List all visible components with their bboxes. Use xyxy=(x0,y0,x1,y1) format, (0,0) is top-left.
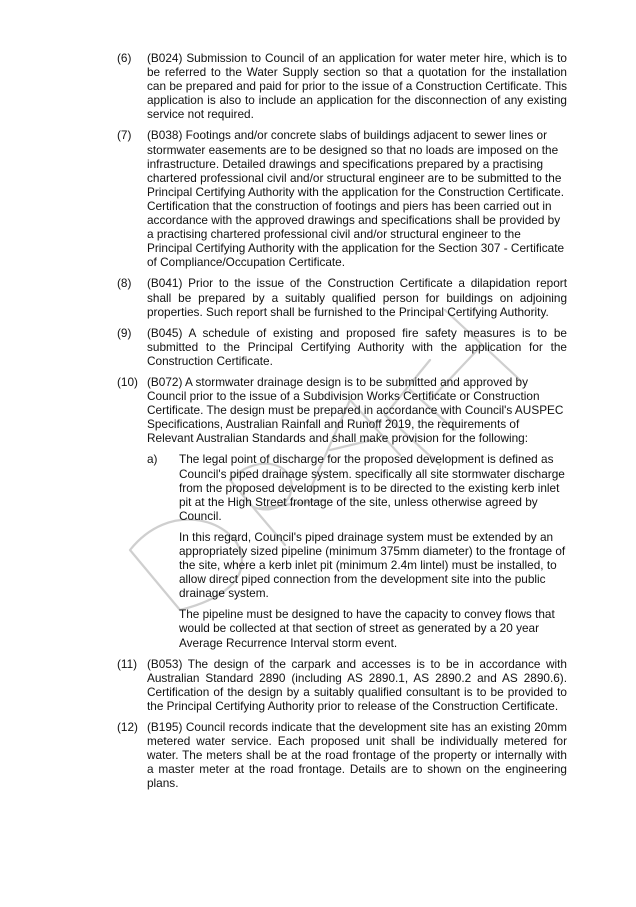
clause-text: (B045) A schedule of existing and proposed fire safety measures is to be submitted to the Principal Certifying Authority with the application for the Construction Certificate. xyxy=(147,325,567,368)
clause-number: (8) xyxy=(117,276,132,291)
clause-number: (11) xyxy=(117,656,138,671)
clause-8 xyxy=(117,276,567,318)
sub-clause-paragraph: The legal point of discharge for the proposed development is defined as Council's piped drainage system. specifically all site stormwater discharge from the proposed development is to be directed to the existing kerb inlet pit at the High Street frontage of the site, unless otherwise agreed by Council. xyxy=(179,452,565,523)
clause-11 xyxy=(117,657,567,713)
clause-number: (6) xyxy=(117,51,132,65)
clause-number: (7) xyxy=(117,128,132,143)
clause-7 xyxy=(117,128,567,269)
clause-6 xyxy=(117,51,567,121)
sub-clause-a xyxy=(147,452,567,649)
clause-text: (B072) A stormwater drainage design is to be submitted and approved by Council prior to the issue of a Subdivision Works Certificate or Construction Certificate. The design must be prepared in accordance with Council's AUSPEC Specifications, Australian Rainfall and Runoff 2019, the requirements of Relevant Australian Standards and shall make provision for the following: xyxy=(147,374,564,446)
clause-12 xyxy=(117,720,567,790)
clause-number: (10) xyxy=(117,374,138,389)
clause-text: (B053) The design of the carpark and accesses is to be in accordance with Australian Standard 2890 (including AS 2890.1, AS 2890.2 and AS 2890.6). Certification of the design by a suitably qualified consultant is to be provided to the Principal Certifying Authority prior to release of the Construction Certificate. xyxy=(147,656,567,713)
clause-text: (B195) Council records indicate that the development site has an existing 20mm metered water service. Each proposed unit shall be individually metered for water. The meters shall be at the road frontage of the property or internally with a master meter at the road frontage. Details are to shown on the engineering plans. xyxy=(147,720,567,791)
clause-number: (12) xyxy=(117,720,138,735)
sub-clause-paragraph: The pipeline must be designed to have the capacity to convey flows that would be collected at that section of street as generated by a 20 year Average Recurrence Interval storm event. xyxy=(179,607,555,650)
sub-clause-paragraph: In this regard, Council's piped drainage system must be extended by an appropriately sized pipeline (minimum 375mm diameter) to the frontage of the site, where a kerb inlet pit (minimum 2.4m lintel) must be installed, to allow direct piped connection from the development site into the public drainage system. xyxy=(179,529,566,601)
clause-text: (B038) Footings and/or concrete slabs of buildings adjacent to sewer lines or stormwater easements are to be designed so that no loads are imposed on the infrastructure. Detailed drawings and specifications prepared by a practising chartered professional civil and/or structural engineer are to be submitted to the Principal Certifying Authority with the application for the Construction Certificate. Certification that the construction of footings and piers has been carried out in accordance with the approved drawings and specifications shall be provided by a practising chartered professional civil and/or structural engineer to the Principal Certifying Authority with the application for the Section 307 - Certificate of Compliance/Occupation Certificate. xyxy=(147,128,565,270)
clause-9 xyxy=(117,326,567,368)
conditions-list xyxy=(117,51,567,798)
sub-clause-label: a) xyxy=(147,452,158,467)
clause-text: (B041) Prior to the issue of the Construction Certificate a dilapidation report shall be prepared by a suitably qualified person for buildings on adjoining properties. Such report shall be furnished to the Principal Certifying Authority. xyxy=(147,276,567,319)
clause-text: (B024) Submission to Council of an application for water meter hire, which is to be referred to the Water Supply section so that a quotation for the installation can be prepared and paid for prior to the issue of a Construction Certificate. This application is also to include an application for the disconnection of any existing service not required. xyxy=(147,51,567,122)
clause-number: (9) xyxy=(117,325,132,340)
clause-10 xyxy=(117,375,567,650)
